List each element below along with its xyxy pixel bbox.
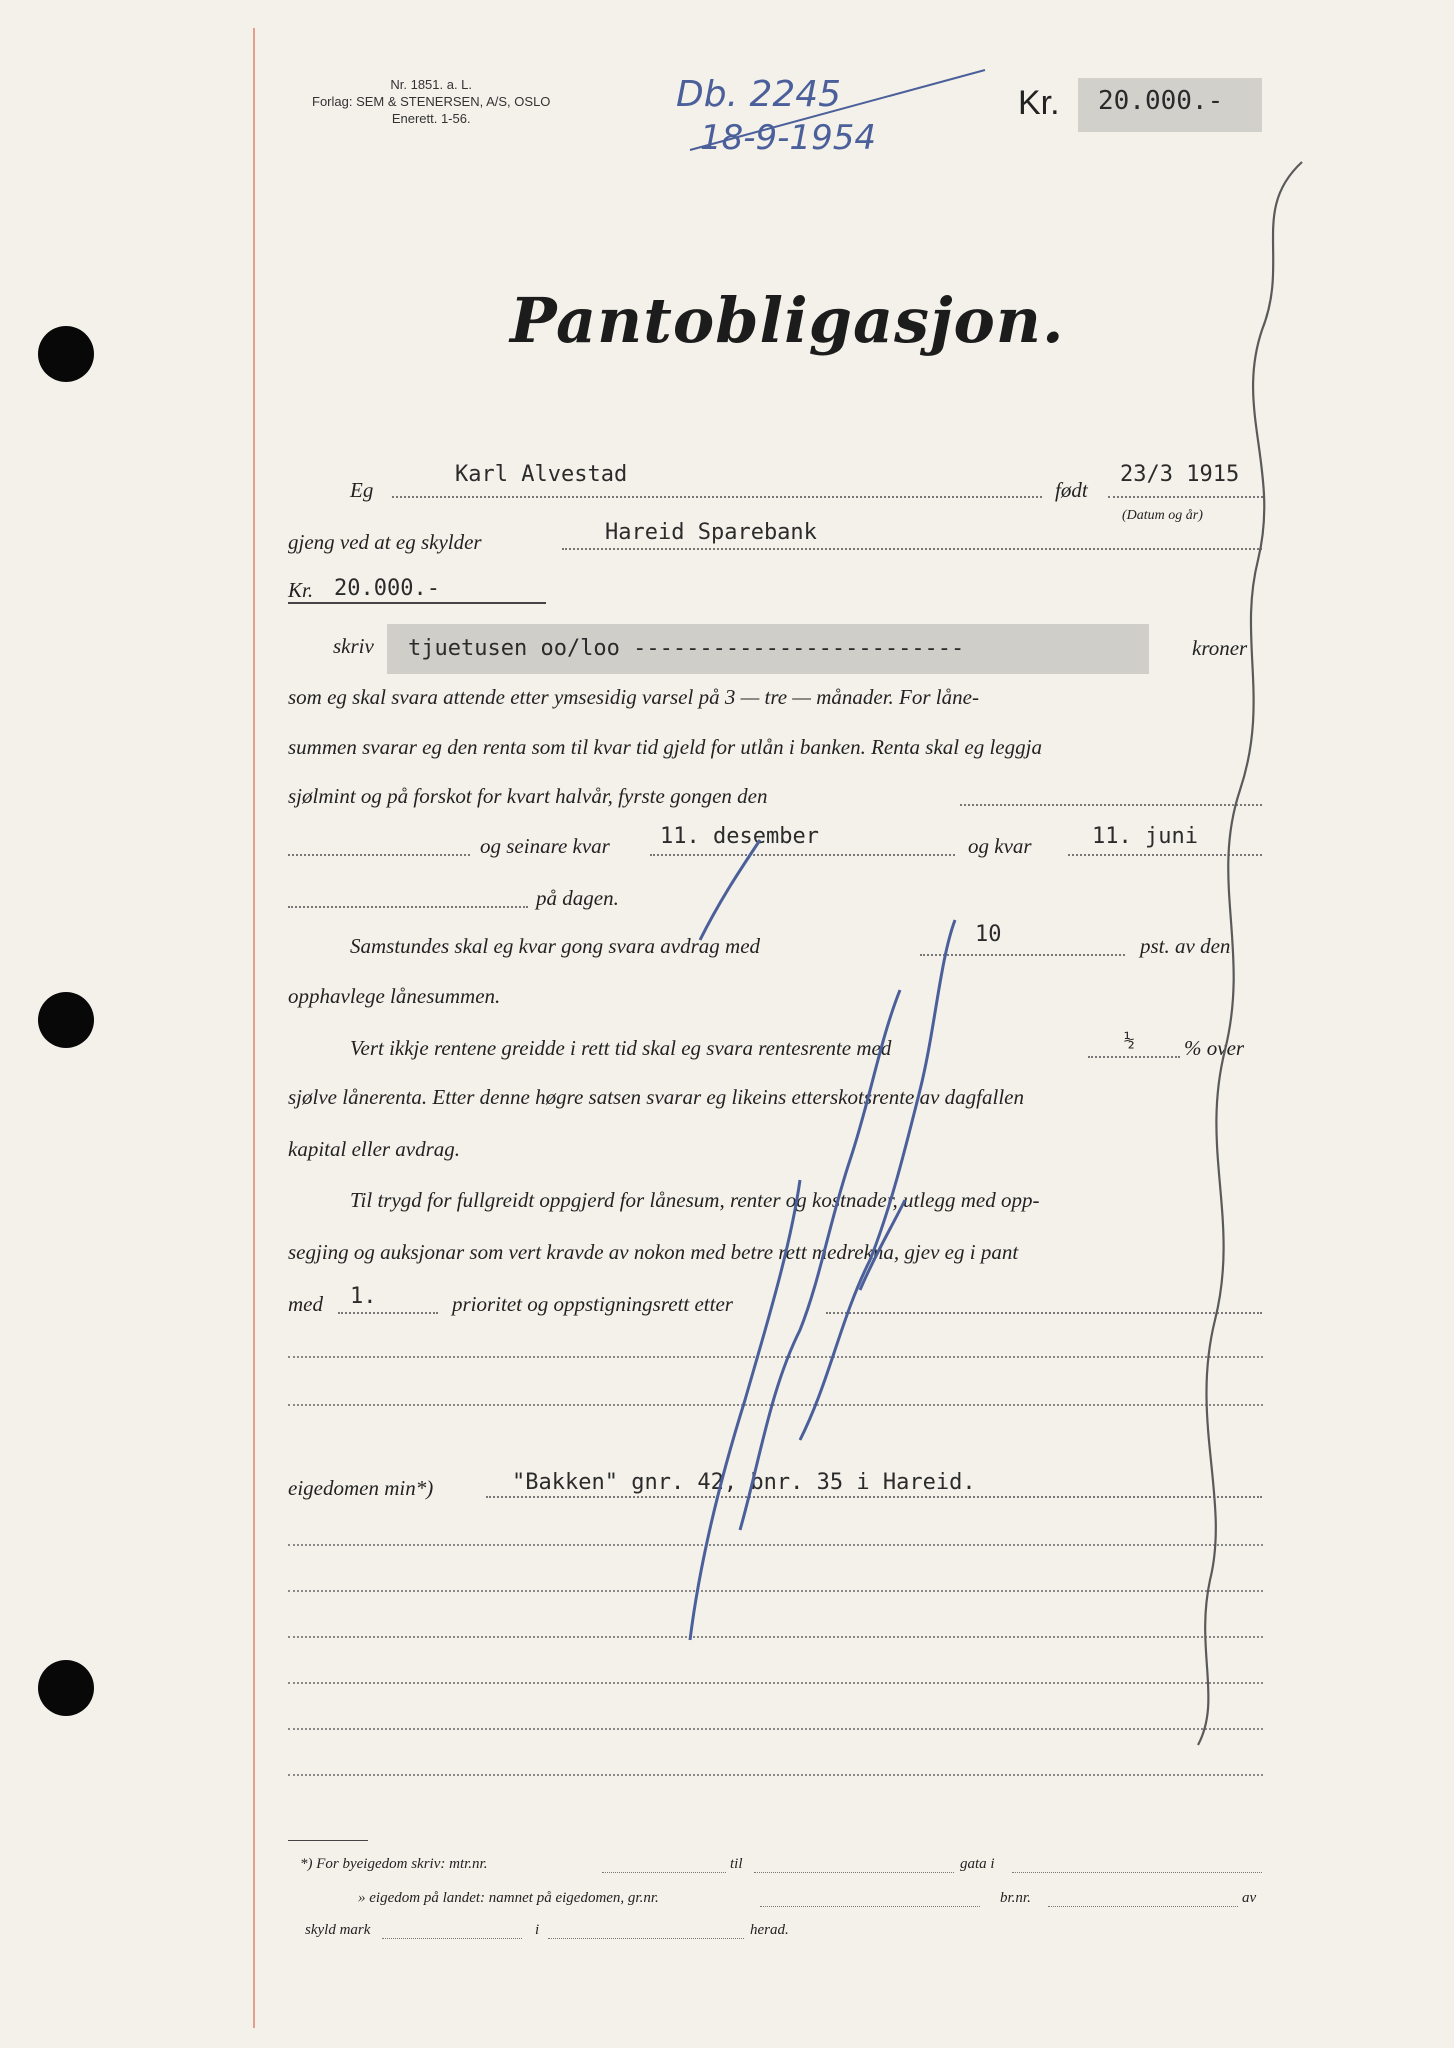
footnote-line-1a: *) For byeigedom skriv: mtr.nr.: [300, 1856, 488, 1872]
publisher-line-3: Enerett. 1-56.: [391, 111, 471, 126]
handwritten-reference: Db. 2245: [676, 74, 842, 115]
handwritten-date: 18-9-1954: [700, 118, 876, 158]
fodt-label: født: [1055, 478, 1088, 502]
og-kvar-label: og kvar: [968, 834, 1032, 858]
trygd-line-2: segjing og auksjonar som vert kravde av nokon med betre rett medrekna, gjev eg i pant: [288, 1240, 1019, 1264]
cancellation-squiggle: [1198, 162, 1302, 1745]
body-line-3: sjølmint og på forskot for kvart halvår, fyrste gongen den: [288, 784, 768, 808]
cancellation-note-stroke-1: [690, 1180, 800, 1640]
trygd-line-1: Til trygd for fullgreidt oppgjerd for lånesum, renter og kostnader, utlegg med opp-: [350, 1188, 1040, 1212]
med-label: med: [288, 1292, 323, 1316]
skriv-label: skriv: [333, 634, 374, 658]
cancellation-note-stroke-5: [860, 1200, 905, 1290]
date-june: 11. juni: [1092, 824, 1198, 849]
footnote-line-3b: i: [535, 1922, 540, 1938]
date-hint: (Datum og år): [1122, 508, 1203, 523]
footnote-line-2b: br.nr.: [1000, 1890, 1031, 1906]
cancellation-note-stroke-4: [700, 840, 760, 940]
rente-line-2: sjølve lånerenta. Etter denne høgre satsen svarar eg likeins etterskotsrente av dagfallen: [288, 1085, 1025, 1109]
kr-label: Kr.: [288, 578, 314, 602]
page-title: Pantobligasjon.: [510, 284, 1065, 357]
amount-words: tjuetusen oo/loo -------------------------: [408, 636, 965, 661]
rente-line-1: Vert ikkje rentene greidde i rett tid skal eg svara rentesrente med: [350, 1036, 892, 1060]
cancellation-note-stroke-3: [800, 920, 955, 1440]
owe-label: gjeng ved at eg skylder: [288, 530, 482, 554]
birth-date: 23/3 1915: [1120, 462, 1240, 487]
avdrag-label: Samstundes skal eg kvar gong svara avdrag med: [350, 934, 761, 958]
creditor-name: Hareid Sparebank: [605, 520, 817, 545]
date-underline-stroke: [690, 70, 985, 150]
footnote-line-1b: til: [730, 1856, 743, 1872]
prioritet-number: 1.: [350, 1284, 377, 1309]
rente-line-3: kapital eller avdrag.: [288, 1137, 461, 1161]
footnote-line-2c: av: [1242, 1890, 1257, 1906]
header-amount: 20.000.-: [1098, 86, 1224, 116]
kroner-label: kroner: [1192, 636, 1248, 660]
rente-line-1-end: % over: [1184, 1036, 1245, 1060]
kr-amount: 20.000.-: [334, 576, 440, 601]
body-line-2: summen svarar eg den renta som til kvar tid gjeld for utlån i banken. Renta skal eg leggja: [288, 735, 1042, 759]
publisher-line-2: Forlag: SEM & STENERSEN, A/S, OSLO: [312, 94, 551, 109]
debtor-name: Karl Alvestad: [455, 462, 628, 487]
avdrag-percent: 10: [975, 922, 1002, 947]
footnote-line-1c: gata i: [960, 1856, 995, 1872]
body-line-1: som eg skal svara attende etter ymsesidig varsel på 3 — tre — månader. For låne-: [288, 685, 979, 709]
header-kr-label: Kr.: [1018, 84, 1060, 122]
pa-dagen-label: på dagen.: [536, 886, 619, 910]
prioritet-label: prioritet og oppstigningsrett etter: [452, 1292, 733, 1316]
footnote-line-2a: » eigedom på landet: namnet på eigedomen, gr.nr.: [358, 1890, 659, 1906]
seinare-label: og seinare kvar: [480, 834, 610, 858]
footnote-line-3c: herad.: [750, 1922, 789, 1938]
eigedom-label: eigedomen min*): [288, 1476, 434, 1500]
date-december: 11. desember: [660, 824, 819, 849]
cancellation-note-stroke-2: [740, 990, 900, 1530]
pst-label: pst. av den: [1140, 934, 1231, 958]
footnote-line-3a: skyld mark: [305, 1922, 371, 1938]
rente-percent: ½: [1124, 1030, 1135, 1051]
eg-label: Eg: [350, 478, 374, 502]
oppr-label: opphavlege lånesummen.: [288, 984, 501, 1008]
publisher-line-1: Nr. 1851. a. L.: [390, 77, 473, 92]
eigedom-value: "Bakken" gnr. 42, bnr. 35 i Hareid.: [512, 1470, 976, 1495]
